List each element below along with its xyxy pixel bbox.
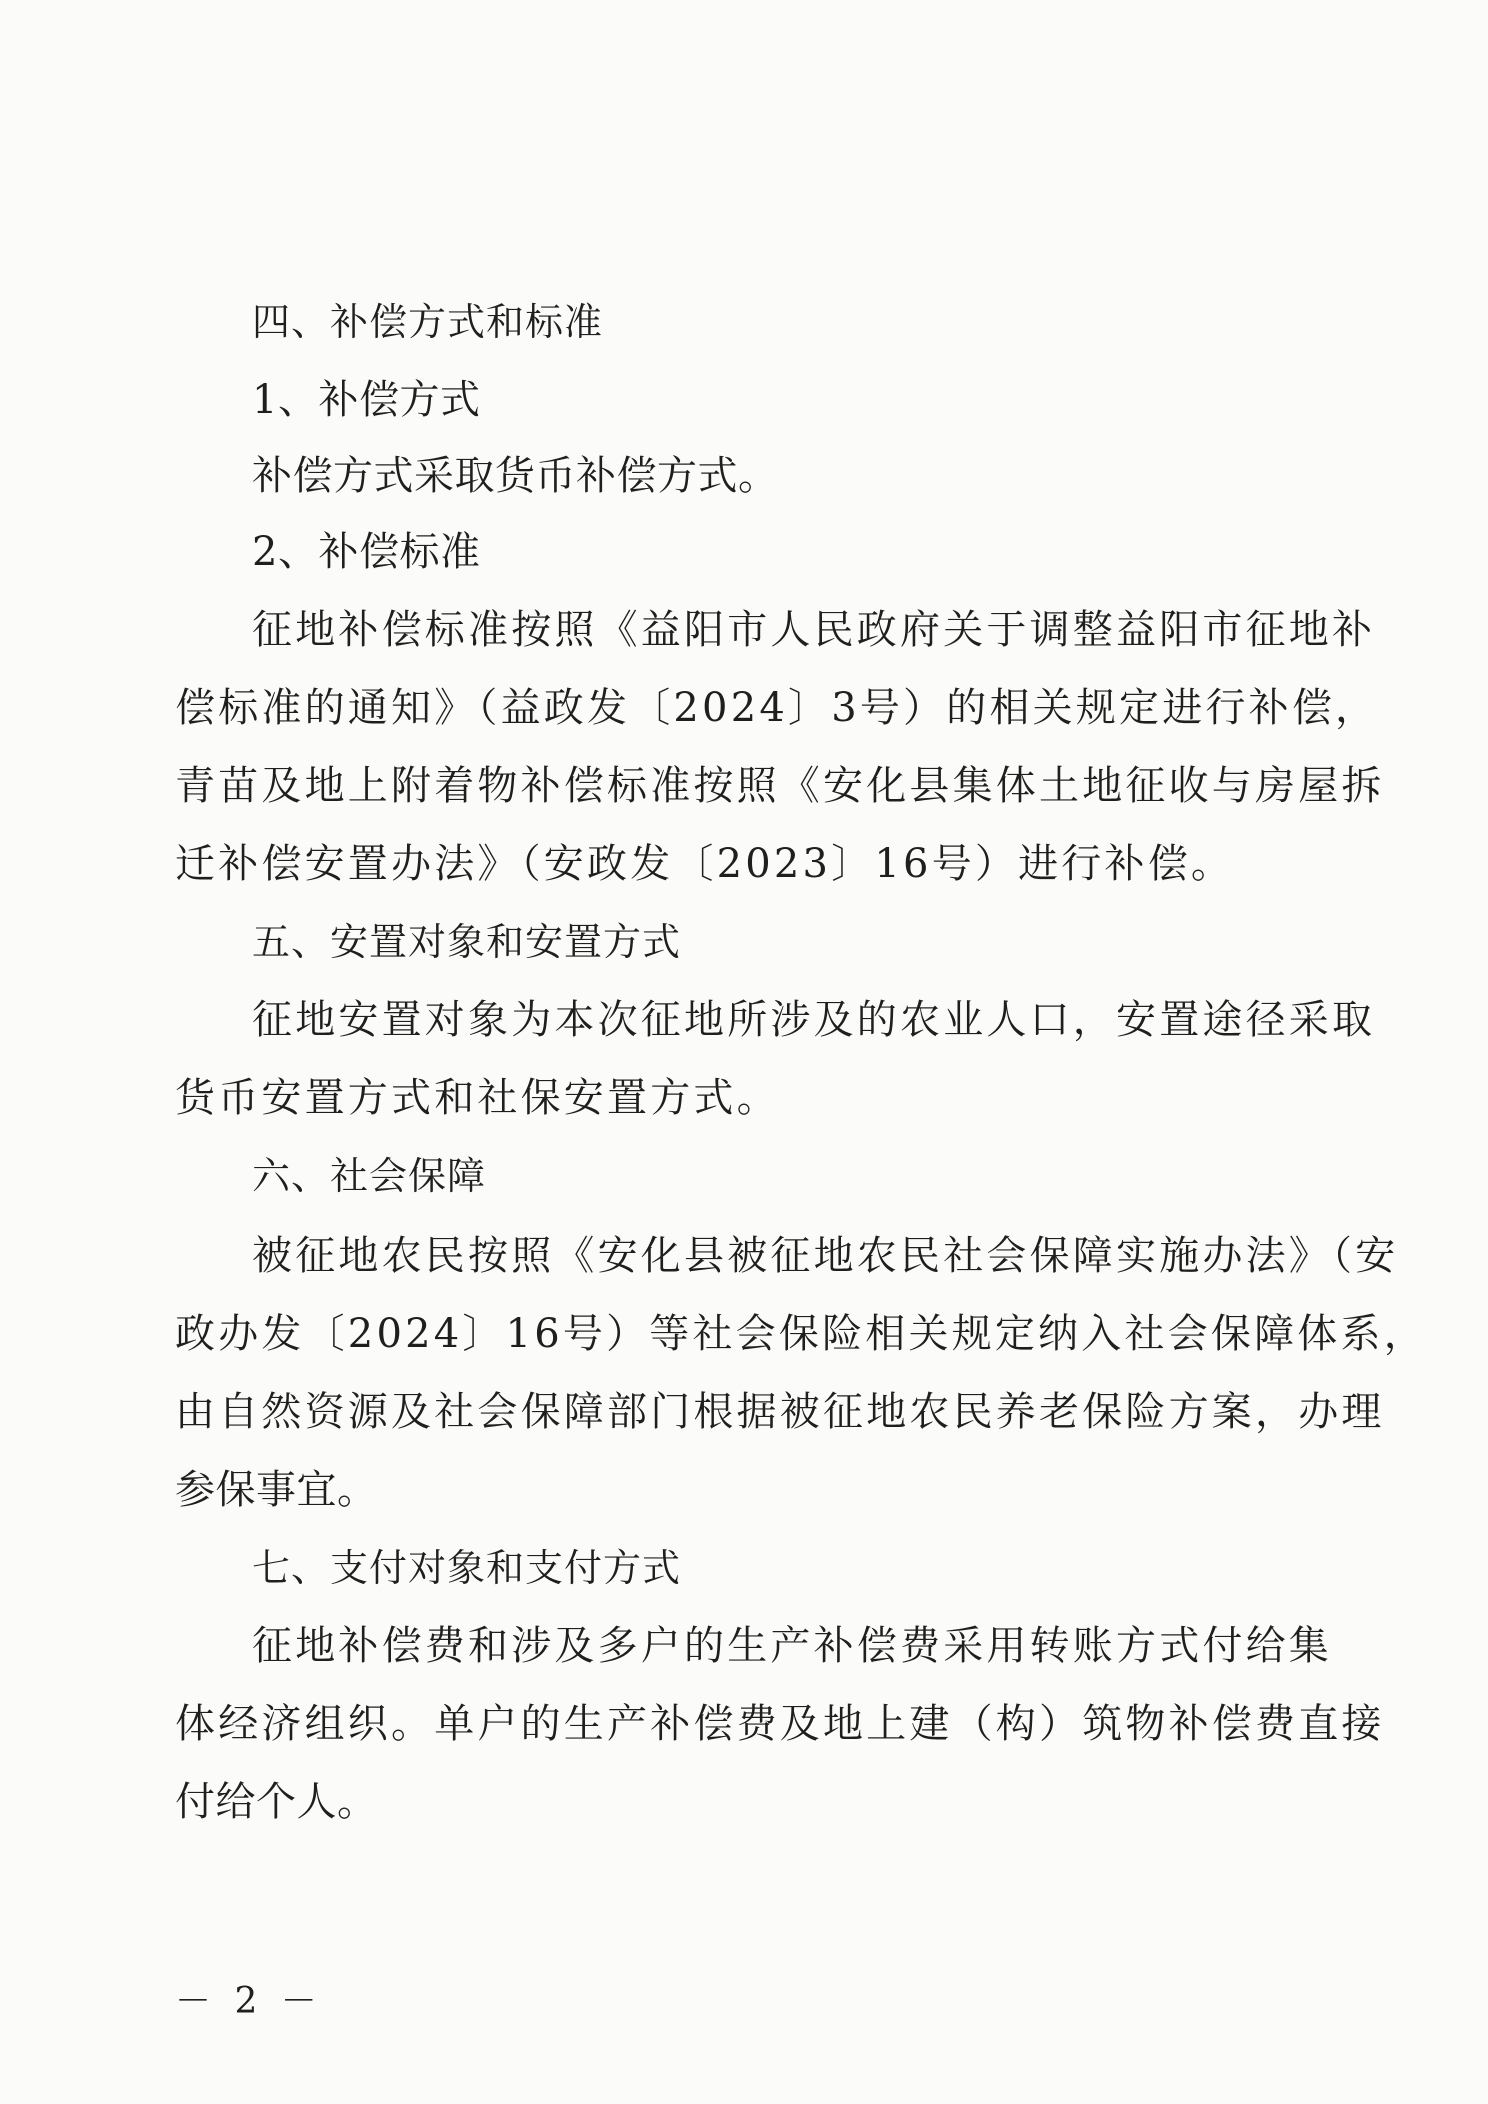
section-4-para-line-1: 征地补偿标准按照《益阳市人民政府关于调整益阳市征地补	[252, 607, 1376, 653]
section-4-para-line-4: 迁补偿安置办法》（安政发〔2023〕16号）进行补偿。	[175, 841, 1235, 887]
section-6-heading: 六、社会保障	[252, 1154, 487, 1198]
section-5-heading: 五、安置对象和安置方式	[252, 920, 682, 964]
section-4-para-line-2: 偿标准的通知》（益政发〔2024〕3号）的相关规定进行补偿，	[175, 685, 1379, 731]
section-4-sub1-text: 补偿方式采取货币补偿方式。	[252, 453, 779, 499]
section-7-para-line-3: 付给个人。	[175, 1779, 378, 1825]
section-4-para-line-3: 青苗及地上附着物补偿标准按照《安化县集体土地征收与房屋拆	[175, 763, 1385, 809]
section-5-para-line-2: 货币安置方式和社保安置方式。	[175, 1075, 780, 1121]
section-5-para-line-1: 征地安置对象为本次征地所涉及的农业人口，安置途径采取	[252, 997, 1376, 1043]
section-4-subheading-2: 2、补偿标准	[252, 529, 481, 575]
section-6-para-line-2: 政办发〔2024〕16号）等社会保险相关规定纳入社会保障体系，	[175, 1311, 1427, 1357]
section-7-para-line-2: 体经济组织。单户的生产补偿费及地上建（构）筑物补偿费直接	[175, 1701, 1385, 1747]
section-6-para-line-3: 由自然资源及社会保障部门根据被征地农民养老保险方案，办理	[175, 1389, 1385, 1435]
section-6-para-line-1: 被征地农民按照《安化县被征地农民社会保障实施办法》（安	[252, 1233, 1399, 1279]
section-7-para-line-1: 征地补偿费和涉及多户的生产补偿费采用转账方式付给集	[252, 1623, 1332, 1669]
section-4-subheading-1: 1、补偿方式	[252, 377, 481, 423]
page-number: － 2 －	[175, 1981, 323, 2022]
section-7-heading: 七、支付对象和支付方式	[252, 1546, 682, 1590]
section-6-para-line-4: 参保事宜。	[175, 1467, 378, 1513]
section-4-heading: 四、补偿方式和标准	[252, 300, 604, 344]
